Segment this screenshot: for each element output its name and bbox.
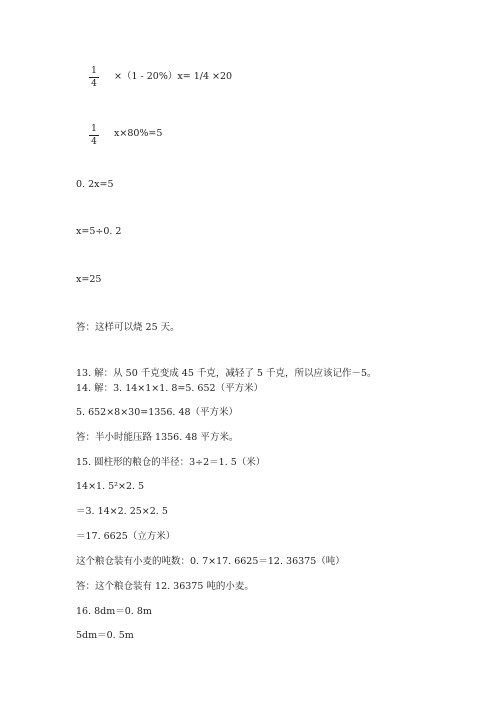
fraction-numerator: 1	[91, 66, 97, 76]
fraction-denominator: 4	[91, 137, 97, 147]
solution-line: 14×1. 5²×2. 5	[76, 481, 145, 492]
problem-14-solution: 14. 解：3. 14×1×1. 8=5. 652（平方米）	[76, 383, 264, 394]
solution-line: 5. 652×8×30=1356. 48（平方米）	[76, 407, 239, 418]
solution-line: ＝17. 6625（立方米）	[76, 531, 176, 542]
fraction-bar	[89, 135, 99, 136]
answer-line: 答：这个粮仓装有 12. 36375 吨的小麦。	[76, 581, 254, 592]
equation-2-text: x×80%=5	[114, 128, 163, 139]
fraction-bar	[89, 77, 99, 78]
answer-line: 答：这样可以烧 25 天。	[76, 322, 180, 333]
solution-line: 这个粮仓装有小麦的吨数：0. 7×17. 6625＝12. 36375（吨）	[76, 556, 345, 567]
solution-line: x=5÷0. 2	[76, 226, 122, 237]
solution-line: 5dm＝0. 5m	[76, 630, 134, 641]
fraction-one-quarter	[89, 66, 99, 89]
solution-line: x=25	[76, 274, 102, 285]
answer-line: 答：半小时能压路 1356. 48 平方米。	[76, 432, 239, 443]
fraction-denominator: 4	[91, 79, 97, 89]
solution-line: 0. 2x=5	[76, 179, 114, 190]
equation-1-text: ×（1 - 20%）x= 1/4 ×20	[114, 71, 233, 82]
problem-16-solution: 16. 8dm＝0. 8m	[76, 606, 152, 617]
fraction-one-quarter	[89, 124, 99, 147]
problem-15-solution: 15. 圆柱形的粮仓的半径：3÷2＝1. 5（米）	[76, 457, 266, 468]
fraction-numerator: 1	[91, 124, 97, 134]
solution-line: ＝3. 14×2. 25×2. 5	[76, 506, 168, 517]
problem-13-solution: 13. 解：从 50 千克变成 45 千克，减轻了 5 千克，所以应该记作－5。	[76, 368, 377, 379]
